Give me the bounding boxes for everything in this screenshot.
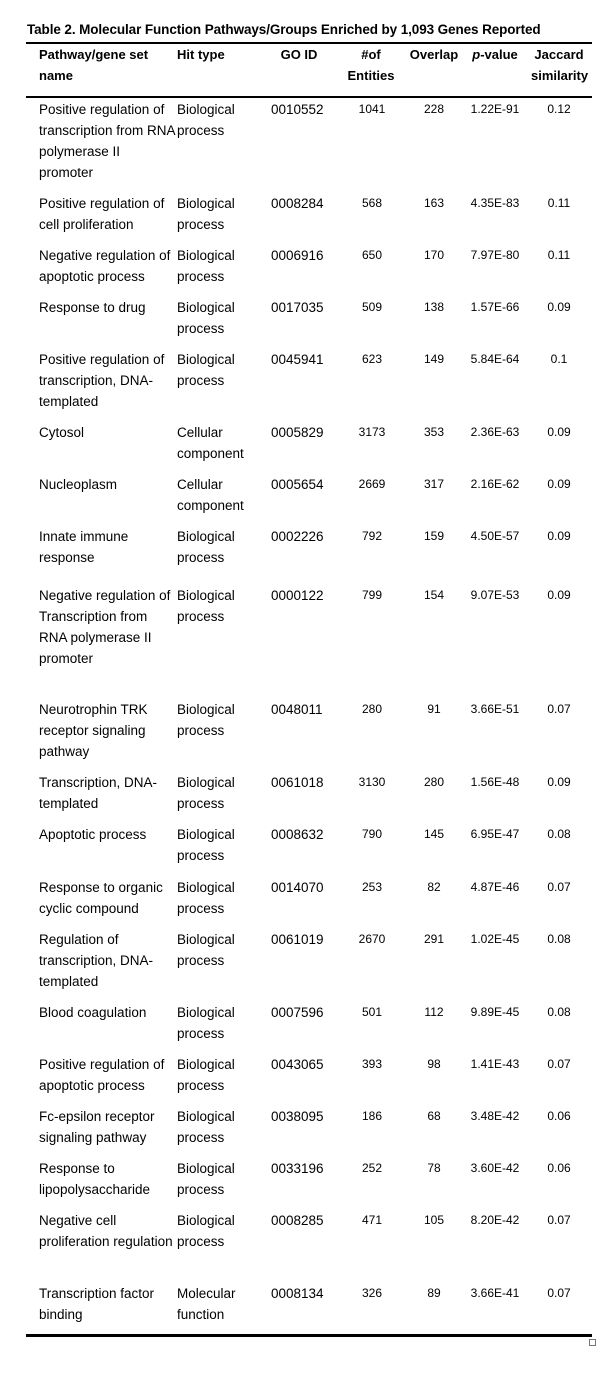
- cell-p-value: 1.56E-48: [470, 775, 520, 789]
- cell-go-id: 0014070: [271, 880, 324, 895]
- cell-p-value: 3.66E-51: [470, 702, 520, 716]
- cell-jaccard: 0.11: [547, 196, 571, 210]
- cell-entities: 799: [361, 588, 383, 602]
- cell-overlap: 98: [427, 1057, 441, 1071]
- cell-p-value: 1.57E-66: [470, 300, 520, 314]
- cell-jaccard: 0.12: [547, 102, 571, 116]
- cell-overlap: 105: [423, 1213, 445, 1227]
- resize-handle-icon: [589, 1339, 596, 1346]
- cell-entities: 471: [361, 1213, 383, 1227]
- cell-go-id: 0061018: [271, 775, 324, 790]
- cell-go-id: 0005829: [271, 425, 324, 440]
- cell-hit-type: Biological process: [177, 880, 235, 916]
- cell-hit-type: Biological process: [177, 702, 235, 738]
- cell-hit-type: Biological process: [177, 102, 235, 138]
- cell-hit-type: Biological process: [177, 1109, 235, 1145]
- cell-go-id: 0048011: [271, 702, 323, 717]
- cell-hit-type: Biological process: [177, 1005, 235, 1041]
- cell-hit-type: Biological process: [177, 1213, 235, 1249]
- cell-hit-type: Biological process: [177, 1161, 235, 1197]
- cell-p-value: 1.02E-45: [470, 932, 520, 946]
- cell-hit-type: Biological process: [177, 932, 235, 968]
- cell-pathway-name: Innate immune response: [39, 529, 129, 565]
- cell-go-id: 0033196: [271, 1161, 324, 1176]
- cell-overlap: 159: [423, 529, 445, 543]
- cell-pathway-name: Negative regulation of Transcription from RNA polymerase II promoter: [39, 588, 171, 666]
- cell-entities: 568: [361, 196, 383, 210]
- cell-go-id: 0061019: [271, 932, 324, 947]
- cell-jaccard: 0.08: [547, 1005, 571, 1019]
- cell-hit-type: Biological process: [177, 248, 235, 284]
- cell-entities: 2670: [358, 932, 386, 946]
- cell-pathway-name: Response to lipopolysaccharide: [39, 1161, 151, 1197]
- cell-p-value: 7.97E-80: [470, 248, 520, 262]
- cell-jaccard: 0.09: [547, 300, 571, 314]
- cell-pathway-name: Positive regulation of apoptotic process: [39, 1057, 165, 1093]
- cell-jaccard: 0.11: [547, 248, 571, 262]
- cell-p-value: 9.07E-53: [470, 588, 520, 602]
- cell-overlap: 280: [423, 775, 445, 789]
- cell-go-id: 0045941: [271, 352, 324, 367]
- cell-entities: 792: [361, 529, 383, 543]
- cell-p-value: 2.36E-63: [470, 425, 520, 439]
- cell-p-value: 2.16E-62: [470, 477, 520, 491]
- cell-pathway-name: Nucleoplasm: [39, 477, 118, 492]
- cell-pathway-name: Response to organic cyclic compound: [39, 880, 163, 916]
- cell-jaccard: 0.06: [547, 1161, 571, 1175]
- cell-overlap: 68: [427, 1109, 441, 1123]
- table-title: Table 2. Molecular Function Pathways/Groups Enriched by 1,093 Genes Reported: [27, 22, 541, 37]
- cell-go-id: 0002226: [271, 529, 324, 544]
- cell-pathway-name: Positive regulation of cell proliferation: [39, 196, 165, 232]
- cell-jaccard: 0.07: [547, 1057, 571, 1071]
- cell-go-id: 0008284: [271, 196, 324, 211]
- cell-jaccard: 0.08: [547, 827, 571, 841]
- cell-hit-type: Biological process: [177, 196, 235, 232]
- cell-entities: 252: [361, 1161, 383, 1175]
- cell-p-value: 4.87E-46: [470, 880, 520, 894]
- cell-jaccard: 0.07: [547, 880, 571, 894]
- cell-overlap: 145: [423, 827, 445, 841]
- cell-p-value: 3.48E-42: [470, 1109, 520, 1123]
- cell-pathway-name: Response to drug: [39, 300, 146, 315]
- cell-go-id: 0007596: [271, 1005, 324, 1020]
- cell-jaccard: 0.07: [547, 702, 571, 716]
- header-jaccard: Jaccard similarity: [531, 47, 589, 83]
- cell-overlap: 82: [427, 880, 441, 894]
- cell-p-value: 4.50E-57: [470, 529, 520, 543]
- cell-pathway-name: Neurotrophin TRK receptor signaling pathway: [39, 702, 148, 759]
- cell-go-id: 0010552: [271, 102, 324, 117]
- cell-go-id: 0038095: [271, 1109, 324, 1124]
- header-go-id: GO ID: [280, 47, 318, 62]
- cell-jaccard: 0.07: [547, 1213, 571, 1227]
- cell-hit-type: Cellular component: [177, 425, 244, 461]
- cell-jaccard: 0.08: [547, 932, 571, 946]
- cell-jaccard: 0.06: [547, 1109, 571, 1123]
- cell-overlap: 163: [423, 196, 445, 210]
- cell-p-value: 3.66E-41: [470, 1286, 520, 1300]
- cell-jaccard: 0.07: [547, 1286, 571, 1300]
- header-overlap: Overlap: [409, 47, 459, 62]
- cell-overlap: 154: [423, 588, 445, 602]
- cell-p-value: 4.35E-83: [470, 196, 520, 210]
- cell-entities: 280: [361, 702, 383, 716]
- cell-p-value: 1.41E-43: [470, 1057, 520, 1071]
- cell-entities: 623: [361, 352, 383, 366]
- cell-go-id: 0000122: [271, 588, 324, 603]
- cell-overlap: 138: [423, 300, 445, 314]
- header-hit-type: Hit type: [177, 47, 225, 62]
- cell-entities: 393: [361, 1057, 383, 1071]
- cell-p-value: 3.60E-42: [470, 1161, 520, 1175]
- table-header-rule: [26, 96, 592, 98]
- cell-overlap: 91: [427, 702, 441, 716]
- header-name: Pathway/gene set name: [39, 47, 149, 83]
- cell-jaccard: 0.09: [547, 477, 571, 491]
- header-p-value-rest: -value: [480, 47, 518, 62]
- cell-entities: 509: [361, 300, 383, 314]
- cell-entities: 2669: [358, 477, 386, 491]
- cell-pathway-name: Apoptotic process: [39, 827, 147, 842]
- header-p-value: [464, 44, 526, 65]
- cell-entities: 1041: [358, 102, 386, 116]
- header-p-value-italic: p: [472, 47, 481, 62]
- cell-entities: 186: [361, 1109, 383, 1123]
- cell-p-value: 9.89E-45: [470, 1005, 520, 1019]
- cell-go-id: 0017035: [271, 300, 324, 315]
- cell-jaccard: 0.1: [550, 352, 568, 366]
- cell-jaccard: 0.09: [547, 425, 571, 439]
- cell-pathway-name: Transcription, DNA-templated: [39, 775, 158, 811]
- cell-entities: 650: [361, 248, 383, 262]
- cell-overlap: 228: [423, 102, 445, 116]
- cell-hit-type: Cellular component: [177, 477, 244, 513]
- cell-p-value: 1.22E-91: [470, 102, 520, 116]
- cell-pathway-name: Negative regulation of apoptotic process: [39, 248, 171, 284]
- cell-overlap: 112: [424, 1005, 444, 1019]
- cell-hit-type: Biological process: [177, 827, 235, 863]
- cell-entities: 790: [361, 827, 383, 841]
- cell-overlap: 291: [423, 932, 445, 946]
- cell-p-value: 6.95E-47: [470, 827, 520, 841]
- cell-overlap: 89: [427, 1286, 441, 1300]
- cell-jaccard: 0.09: [547, 775, 571, 789]
- cell-hit-type: Biological process: [177, 300, 235, 336]
- cell-entities: 3130: [358, 775, 386, 789]
- cell-entities: 326: [361, 1286, 383, 1300]
- cell-overlap: 149: [423, 352, 445, 366]
- cell-go-id: 0008285: [271, 1213, 324, 1228]
- cell-pathway-name: Blood coagulation: [39, 1005, 147, 1020]
- cell-entities: 501: [361, 1005, 383, 1019]
- cell-overlap: 78: [427, 1161, 441, 1175]
- cell-entities: 3173: [358, 425, 386, 439]
- cell-p-value: 8.20E-42: [470, 1213, 520, 1227]
- cell-p-value: 5.84E-64: [470, 352, 520, 366]
- cell-overlap: 170: [423, 248, 445, 262]
- cell-jaccard: 0.09: [547, 588, 571, 602]
- cell-pathway-name: Positive regulation of transcription from RNA polymerase II promoter: [39, 102, 175, 180]
- cell-go-id: 0006916: [271, 248, 324, 263]
- cell-pathway-name: Fc-epsilon receptor signaling pathway: [39, 1109, 155, 1145]
- cell-pathway-name: Positive regulation of transcription, DNA-templated: [39, 352, 165, 409]
- cell-hit-type: Biological process: [177, 588, 235, 624]
- table-bottom-rule: [26, 1334, 592, 1337]
- cell-entities: 253: [361, 880, 383, 894]
- cell-pathway-name: Cytosol: [39, 425, 85, 440]
- cell-hit-type: Biological process: [177, 775, 235, 811]
- cell-hit-type: Biological process: [177, 1057, 235, 1093]
- cell-go-id: 0043065: [271, 1057, 324, 1072]
- cell-hit-type: Biological process: [177, 352, 235, 388]
- cell-hit-type: Molecular function: [177, 1286, 236, 1322]
- cell-hit-type: Biological process: [177, 529, 235, 565]
- cell-pathway-name: Regulation of transcription, DNA-templated: [39, 932, 154, 989]
- cell-pathway-name: Negative cell proliferation regulation: [39, 1213, 173, 1249]
- cell-pathway-name: Transcription factor binding: [39, 1286, 155, 1322]
- header-entities: #of Entities: [347, 47, 395, 83]
- cell-jaccard: 0.09: [547, 529, 571, 543]
- cell-go-id: 0008134: [271, 1286, 324, 1301]
- cell-go-id: 0005654: [271, 477, 324, 492]
- cell-go-id: 0008632: [271, 827, 324, 842]
- cell-overlap: 353: [423, 425, 445, 439]
- cell-overlap: 317: [423, 477, 445, 491]
